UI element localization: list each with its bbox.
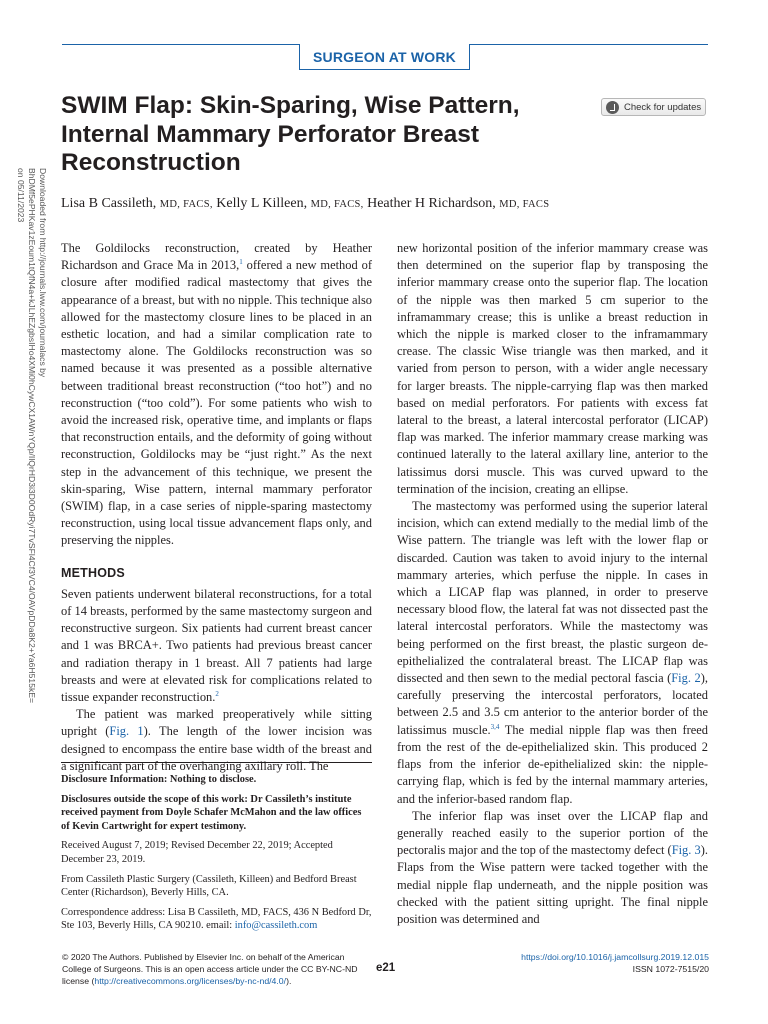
author-degrees: MD, FACS (499, 199, 550, 210)
section-header: SURGEON AT WORK (299, 44, 470, 70)
check-for-updates-label: Check for updates (624, 101, 702, 113)
doi-link[interactable]: https://doi.org/10.1016/j.jamcollsurg.2019.12.015 (521, 952, 709, 962)
reference-link[interactable]: 2 (215, 689, 219, 698)
copyright-notice (62, 951, 372, 987)
inset-text-b: ). Flaps from the Wise pattern were tacked together with the medial nipple flap underneath, and the nipple position was checked with the patient sitting upright. The final nipple position was determined and (397, 843, 708, 926)
download-note (0, 168, 48, 704)
mastectomy-text-c: The medial nipple flap was then freed from the rest of the de-epithelialized skin. This produced 2 flaps from the inferior de-epithelialized skin: the nipple-carrying flap, which is fed by the internal mammary arteries, and the inferior-based random flap. (397, 722, 708, 806)
email-link[interactable]: info@cassileth.com (234, 920, 318, 932)
download-note-text: Downloaded from http://journals.lww.com/journalacs by BhDMf5ePHKav1zEoum1tQfN4a+kJLhEZgbsIHo4XMi0hCywCX1AWnYQp/IlQrHD3i3D0OdRyi7TvSFl4Cf3VC4/OAVpDDa8K2+Ya6H515kE= on 05/11/2023 (16, 168, 48, 704)
reference-link[interactable]: 3,4 (490, 722, 500, 731)
disclosure-note: Disclosure Information: Nothing to disclose. (61, 774, 257, 785)
header-rule-left (62, 44, 299, 45)
correspondence-note (61, 906, 372, 933)
author-list (61, 196, 549, 212)
methods-text-a: The patient was marked preoperatively while sitting upright ( (61, 707, 372, 739)
inset-paragraph (397, 808, 708, 928)
check-for-updates-button[interactable] (601, 98, 706, 116)
title-line-1: SWIM Flap: Skin-Sparing, Wise Pattern, (61, 92, 520, 119)
title-line-3: Reconstruction (61, 149, 241, 176)
inset-text-a: The inferior flap was inset over the LICAP flap and generally reached easily to the superior portion of the pectoralis major and the top of the mastectomy defect ( (397, 808, 708, 858)
copyright-text: © 2020 The Authors. Published by Elsevier Inc. on behalf of the American College of Surgeons. This is an open access article under the CC BY-NC-ND license ( (62, 952, 358, 986)
mastectomy-text-a: The mastectomy was performed using the superior lateral incision, which can extend medially to the medial limb of the Wise pattern. The triangle was left with the lower flap or discarded. Caution was taken to avoid injury to the internal mammary arteries, which perfuse the nipple. In cases in which a LICAP flap was planned, in order to preserve necessary blood flow, the lateral fat was not dissected past the lateral intercostal perforators. While the mastectomy was being performed on the first breast, the plastic surgeon de-epithelialized the contralateral breast. The LICAP flap was dissected and then sewn to the medial pectoral fascia ( (397, 499, 708, 686)
page-number: e21 (376, 962, 396, 974)
intro-text-a: The Goldilocks reconstruction, created by Heather Richardson and Grace Ma in 2013, (61, 241, 372, 273)
affiliation-note: From Cassileth Plastic Surgery (Cassileth, Killeen) and Bedford Breast Center (Richardson), Beverly Hills, CA. (61, 873, 357, 899)
author-name: Heather H Richardson, (367, 196, 496, 211)
figure-link[interactable]: Fig. 3 (671, 843, 701, 858)
correspondence-text: Correspondence address: Lisa B Cassileth, MD, FACS, 436 N Bedford Dr, Ste 103, Beverly Hills, CA 90210. email: (61, 906, 372, 932)
copyright-text-end: ). (286, 976, 292, 986)
issn: ISSN 1072-7515/20 (632, 964, 709, 974)
received-dates: Received August 7, 2019; Revised December 22, 2019; Accepted December 23, 2019. (61, 840, 333, 865)
outside-scope-disclosure: Disclosures outside the scope of this work: Dr Cassileth’s institute received payment from Doyle Schafer McMahon and the law offices of Kevin Cartwright for expert testimony. (61, 793, 362, 832)
author-degrees: MD, FACS, (159, 199, 213, 210)
header-rule-right (470, 44, 708, 45)
citation-info (460, 951, 709, 975)
figure-link[interactable]: Fig. 2 (671, 671, 701, 686)
methods-heading: METHODS (61, 565, 125, 580)
methods-text-b: ). The length of the lower incision was designed to encompass the entire base width of the breast and a significant part of the overhanging axillary roll. The (61, 724, 372, 773)
methods-paragraph-2 (61, 706, 372, 775)
check-updates-icon (606, 101, 619, 114)
marking-paragraph: new horizontal position of the inferior mammary crease was then determined on the superior flap by transposing the inferior mammary crease onto the superior flap. The location of the nipple was then marked 5 cm superior to the inframammary crease; this is unlike a breast reduction in which the nipple is marked closer to the inframammary crease. The classic Wise triangle was then marked, and it varied from person to person, with a wider angle necessary for larger breasts. The nipple-carrying flap was then marked based on medial perforators. For patients with excess fat lateral to the breast, a lateral intercostal perforator (LICAP) flap was marked. The inferior mammary crease marking was continued laterally to the lateral axillary line, anterior to the latissimus dorsi muscle. This was curved upward to the termination of the incision, creating an ellipse. (397, 241, 708, 496)
footnote-divider (61, 762, 372, 763)
license-link[interactable]: http://creativecommons.org/licenses/by-nc-nd/4.0/ (94, 976, 287, 986)
mastectomy-text-b: ), carefully preserving the intercostal perforators, located between 2.5 and 3.5 cm anterior to the anterior border of the latissimus muscle. (397, 671, 708, 737)
body-column-left (61, 240, 372, 775)
intro-paragraph (61, 240, 372, 550)
mastectomy-paragraph (397, 498, 708, 808)
title-line-2: Internal Mammary Perforator Breast (61, 120, 480, 148)
author-degrees: MD, FACS, (310, 199, 364, 210)
author-name: Lisa B Cassileth, (61, 196, 157, 211)
figure-link[interactable]: Fig. 1 (109, 724, 144, 739)
author-name: Kelly L Killeen, (216, 196, 308, 211)
methods-paragraph-1 (61, 586, 372, 706)
article-title (61, 92, 581, 178)
footnotes (61, 773, 372, 939)
reference-link[interactable]: 1 (239, 258, 243, 267)
body-column-right (397, 240, 708, 928)
intro-text-b: offered a new method of closure after modified radical mastectomy that gives the appearance of a breast, but with no nipple. This technique also allowed for the mastectomy closure lines to be placed in an esthetic location, and had a similar complication rate to mastectomy alone. The Goldilocks reconstruction was so named because it was presented as a possible alternative between traditional breast reconstruction (“too hot”) and no reconstruction (“too cold”). For some patients who wish to avoid the increased risk, operative time, and implants or flaps that reconstruction entails, and the deformity of going without reconstruction, Goldilocks may be “just right.” As the next step in the advancement of this technique, we present the skin-sparing, Wise pattern, internal mammary perforator (SWIM) flap, in a case series of nipple-sparing mastectomy reconstruction, using local tissue advancement flaps only, and preserving the nipples. (61, 258, 372, 548)
methods-text: Seven patients underwent bilateral reconstructions, for a total of 14 breasts, performed by the same mastectomy surgeon and reconstructive surgeon. Six patients had current breast cancer and 1 was BRCA+. Two patients had previous breast cancer and radiation therapy in 1 breast. All 7 patients had large breasts and were at elevated risk for complications related to tissue expander reconstruction. (61, 586, 372, 705)
